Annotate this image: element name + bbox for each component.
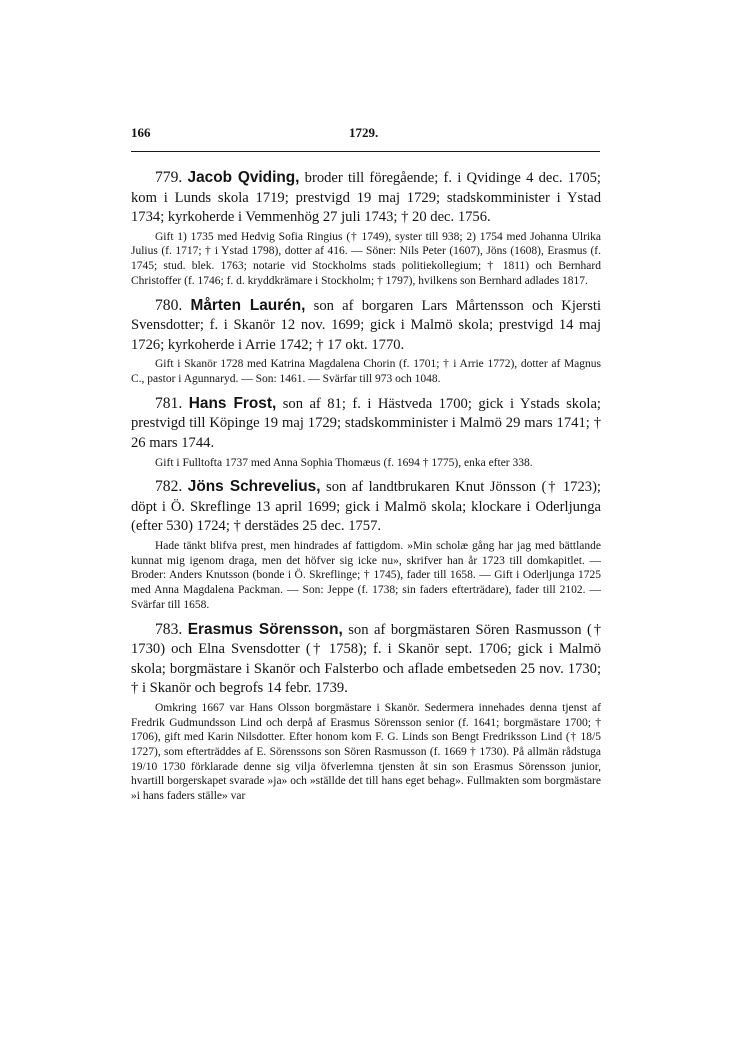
entry-notes: Omkring 1667 var Hans Olsson borgmästare i Skanör. Sedermera innehades denna tjenst af Fredrik Gudmundsson Lind och derpå af Erasmus Sörensson senior (f. 1641; borgmästare 1700; † 1706), gift med Karin Nilsdotter. Efter honom kom F. G. Linds son Bengt Fredriksson Lind († 18/5 1727), som efterträddes af E. Sörenssons son Sören Rasmusson (f. 1669 † 1730). På allmän rådstuga 19/10 1730 förklarade denne sig vilja öfverlemna tjensten åt sin son Erasmus Sörensson junior, hvartill borgerskapet svarade »ja» och »ställde det till hans eget behag». Fullmakten som borgmästare »i hans faders ställe» var <box>131 701 601 803</box>
entry-main <box>131 168 601 228</box>
entry-781 <box>131 394 601 470</box>
entry-780 <box>131 296 601 387</box>
entry-text: son af borgaren Lars Mårtensson och Kjersti Svensdotter; f. i Skanör 12 nov. 1699; gick i Malmö skola; prestvigd 14 maj 1726; kyrkoherde i Arrie 1742; † 17 okt. 1770. <box>131 297 601 353</box>
running-header <box>131 125 601 147</box>
entry-number: 781. <box>155 394 183 412</box>
page-number: 166 <box>131 125 151 140</box>
entry-main <box>131 477 601 537</box>
entry-name: Erasmus Sörensson, <box>187 620 343 638</box>
entry-main <box>131 620 601 699</box>
entry-number: 779. <box>155 169 183 186</box>
entry-text: broder till föregående; f. i Qvidinge 4 dec. 1705; kom i Lunds skola 1719; prestvigd 19 maj 1729; stadskomminister i Ystad 1734; kyrkoherde i Vemmenhög 27 juli 1743; † 20 dec. 1756. <box>131 170 601 226</box>
entry-name: Jöns Schrevelius, <box>187 478 321 496</box>
entry-name: Mårten Laurén, <box>190 296 306 314</box>
entry-782 <box>131 477 601 612</box>
entry-text: son af 81; f. i Hästveda 1700; gick i Ystads skola; prestvigd till Köpinge 19 maj 1729; stadskomminister i Malmö 29 mars 1741; † 26 mars 1744. <box>131 395 601 451</box>
entry-notes: Gift i Skanör 1728 med Katrina Magdalena Chorin (f. 1701; † i Arrie 1772), dotter af Magnus C., pastor i Agunnaryd. — Son: 1461. — Svärfar till 973 och 1048. <box>131 358 601 386</box>
entry-notes: Hade tänkt blifva prest, men hindrades af fattigdom. »Min scholæ gång har jag med bättlande kunnat mig igenom draga, men det höfver sig icke nu», skrifver han år 1723 till domkapitlet. — Broder: Anders Knutsson (bonde i Ö. Skreflinge; † 1745), fader till 1658. — Gift i Oderljunga 1725 med Anna Magdalena Packman. — Son: Jeppe (f. 1738; sin faders efterträdare), fader till 2102. — Svärfar till 1658. <box>131 540 601 611</box>
header-rule <box>131 151 600 152</box>
entry-783 <box>131 620 601 804</box>
page-body <box>131 168 601 811</box>
entry-number: 782. <box>155 478 183 496</box>
entry-main <box>131 394 601 454</box>
entry-number: 780. <box>155 296 183 314</box>
entry-text: son af landtbrukaren Knut Jönsson († 1723); döpt i Ö. Skreflinge 13 april 1699; gick i Malmö skola; klockare i Oderljunga (efter 530) 1724; † derstädes 25 dec. 1757. <box>131 479 601 535</box>
entry-notes: Gift i Fulltofta 1737 med Anna Sophia Thomæus (f. 1694 † 1775), enka efter 338. <box>155 456 533 469</box>
entry-name: Jacob Qviding, <box>187 169 300 186</box>
entry-name: Hans Frost, <box>188 394 277 412</box>
entry-number: 783. <box>155 620 183 638</box>
entry-text: son af borgmästaren Sören Rasmusson († 1730) och Elna Svensdotter († 1758); f. i Skanör sept. 1706; gick i Malmö skola; borgmästare i Skanör och Falsterbo och aflade embetseden 25 nov. 1730; † i Skanör och begrofs 14 febr. 1739. <box>131 621 601 697</box>
entry-main <box>131 296 601 356</box>
entry-779 <box>131 168 601 289</box>
entry-notes: Gift 1) 1735 med Hedvig Sofia Ringius († 1749), syster till 938; 2) 1754 med Johanna Ulrika Julius (f. 1717; † i Ystad 1798), dotter af 416. — Söner: Nils Peter (1607), Jöns (1608), Erasmus (f. 1745; stud. blek. 1763; notarie vid Stockholms stads politiekollegium; † 1811) och Bernhard Christoffer (f. 1746; f. d. kryddkrämare i Stockholm; † 1797), hvilkens son Bernhard adlades 1817. <box>131 230 601 287</box>
running-year: 1729. <box>349 125 379 140</box>
